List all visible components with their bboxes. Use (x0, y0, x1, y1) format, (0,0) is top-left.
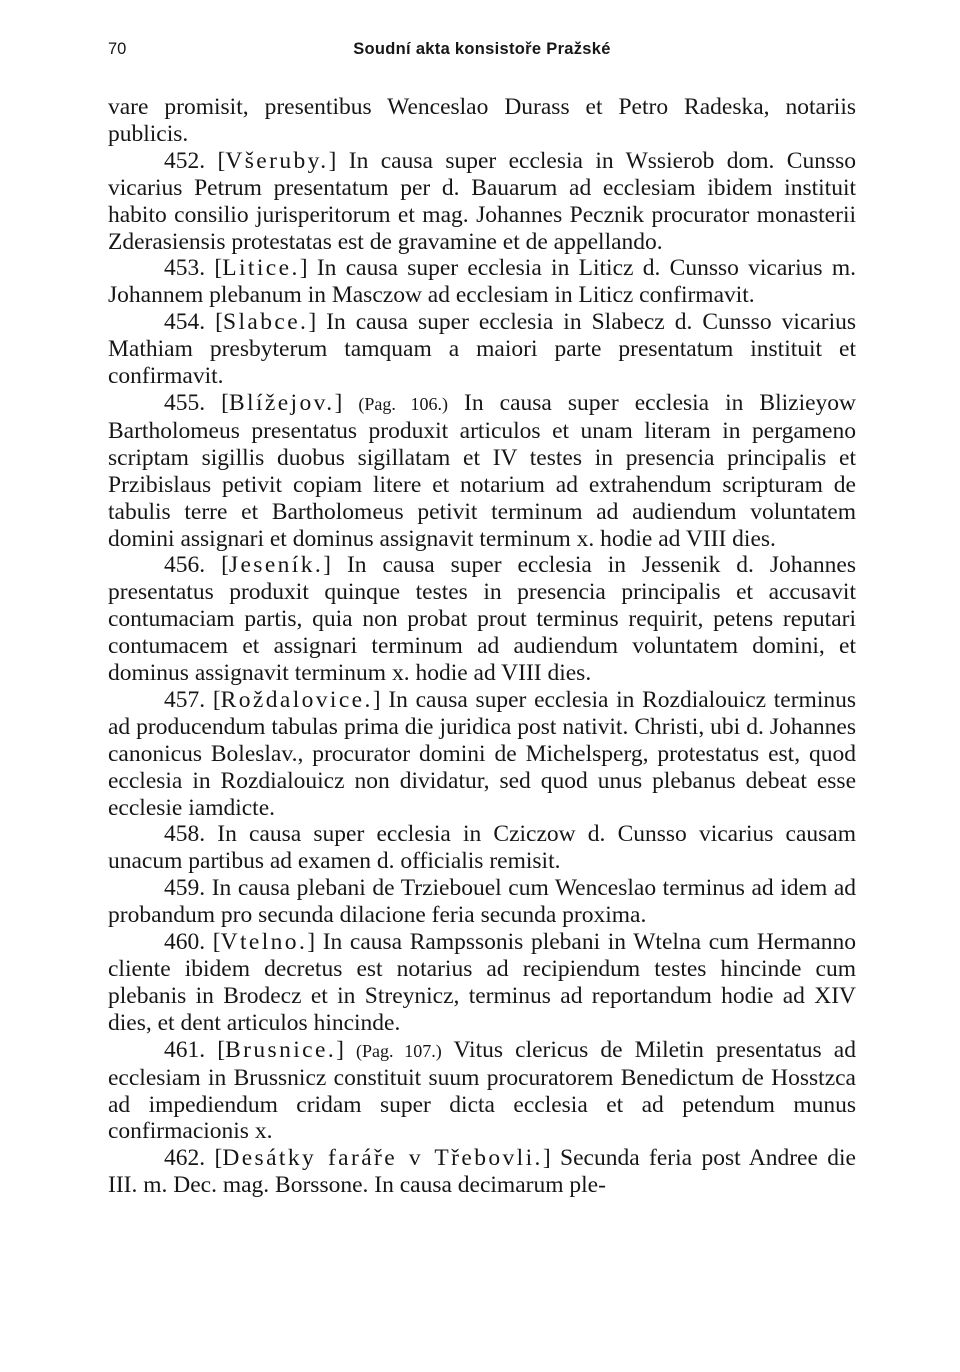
entry-number: 454. (164, 309, 206, 336)
entry-text: Secunda feria post Andree die III. m. Dec. mag. Borssone. In causa decimarum ple- (108, 1145, 856, 1199)
running-title: Soudní akta konsistoře Pražské (353, 40, 611, 58)
entry-453: 453. [Litice.] In causa super ecclesia in Liticz d. Cunsso vicarius m. Johannem plebanum in Masczow ad ecclesiam in Liticz confirmavit. (108, 255, 856, 309)
entry-457: 457. [Roždalovice.] In causa super ecclesia in Rozdialouicz terminus ad producendum tabulas prima die juridica post nativit. Christi, ubi d. Johannes canonicus Boleslav., procurator domini de Michelsperg, protestatus est, quod ecclesia in Rozdialouicz non dividatur, sed quod unus plebanus debeat esse ecclesie iamdicte. (108, 686, 857, 821)
entry-text: In causa super ecclesia in Cziczow d. Cunsso vicarius causam unacum partibus ad examen d. officialis remisit. (108, 821, 856, 875)
place-name: Desátky faráře v Třebovli. (222, 1145, 543, 1172)
place-name: Vtelno. (220, 929, 308, 956)
place-name: Roždalovice. (220, 686, 373, 713)
page-reference: (Pag. 107.) (356, 1040, 442, 1061)
entry-461: 461. [Brusnice.] (Pag. 107.) Vitus clericus de Miletin presentatus ad ecclesiam in Brussnicz constituit suum procuratorem Benedictum de Hosstzca ad impediendum cridam super dicta ecclesia et ad petendum munus confirmacionis x. (108, 1036, 856, 1145)
entry-452: 452. [Všeruby.] In causa super ecclesia in Wssierob dom. Cunsso vicarius Petrum presentatum per d. Bauarum ad ecclesiam ibidem instituit habito consilio jurisperitorum et mag. Johannes Pecznik procurator monasterii Zderasiensis protestatas est de gravamine et de appellando. (108, 147, 857, 255)
entry-number: 457. (164, 686, 206, 713)
entry-number: 461. (164, 1036, 206, 1063)
page-reference: (Pag. 106.) (358, 393, 449, 414)
entry-text: In causa super ecclesia in Liticz d. Cunsso vicarius m. Johannem plebanum in Masczow ad ecclesiam in Liticz confirmavit. (108, 255, 856, 309)
entry-text: In causa Rampssonis plebani in Wtelna cum Hermanno cliente ibidem decretus est notarius ad recipiendum testes hincinde cum plebanis in Brodecz et in Streynicz, terminus ad reportandum hodie ad XIV dies, et dent articulos hincinde. (108, 929, 857, 1036)
entry-text: In causa super ecclesia in Blizieyow Bartholomeus presentatus produxit articulos et unam literam in pergameno scriptam sigillis duobus sigillatam et IV testes in presencia principalis et Przibislaus petivit copiam litere et notarium ad extrahendum scripturam de tabulis terre et Bartholomeus petivit terminum ad audiendum voluntatem domini assignari et dominus assignavit terminum x. hodie ad VIII dies. (108, 389, 856, 552)
place-name: Jeseník. (228, 552, 324, 579)
place-name: Slabce. (222, 309, 309, 336)
entry-number: 455. (164, 389, 206, 416)
place-name: Blížejov. (228, 389, 335, 416)
entry-text: In causa super ecclesia in Jessenik d. Johannes presentatus produxit quinque testes in presencia principalis et accusavit contumaciam partis, quia non probat prout terminus requirit, petens reputari contumacem et assignari terminum ad audiendum voluntatem domini, et dominus assignavit terminum x. hodie ad VIII dies. (108, 552, 857, 687)
entry-number: 452. (164, 147, 206, 174)
entry-text: In causa super ecclesia in Rozdialouicz terminus ad producendum tabulas prima die juridica post nativit. Christi, ubi d. Johannes canonicus Boleslav., procurator domini de Michelsperg, protestatus est, quod ecclesia in Rozdialouicz non dividatur, sed quod unus plebanus debeat esse ecclesie iamdicte. (108, 686, 857, 821)
continuation-paragraph: vare promisit, presentibus Wenceslao Durass et Petro Radeska, notariis publicis. (108, 94, 856, 147)
entry-text: Vitus clericus de Miletin presentatus ad ecclesiam in Brussnicz constituit suum procuratorem Benedictum de Hosstzca ad impediendum cridam super dicta ecclesia et ad petendum munus confirmacionis x. (108, 1036, 856, 1145)
entry-number: 456. (164, 552, 206, 579)
entry-462: 462. [Desátky faráře v Třebovli.] Secunda feria post Andree die III. m. Dec. mag. Borssone. In causa decimarum ple- (108, 1145, 856, 1199)
running-header (108, 40, 856, 70)
body-text (108, 94, 856, 1199)
entry-number: 453. (164, 255, 206, 282)
entry-460: 460. [Vtelno.] In causa Rampssonis plebani in Wtelna cum Hermanno cliente ibidem decretus est notarius ad recipiendum testes hincinde cum plebanis in Brodecz et in Streynicz, terminus ad reportandum hodie ad XIV dies, et dent articulos hincinde. (108, 929, 857, 1036)
place-name: Litice. (222, 255, 300, 282)
entry-459 (108, 875, 856, 929)
entry-number: 460. (164, 929, 206, 956)
entry-text: In causa super ecclesia in Wssierob dom. Cunsso vicarius Petrum presentatum per d. Bauarum ad ecclesiam ibidem instituit habito consilio jurisperitorum et mag. Johannes Pecznik procurator monasterii Zderasiensis protestatas est de gravamine et de appellando. (108, 147, 857, 255)
entry-454: 454. [Slabce.] In causa super ecclesia in Slabecz d. Cunsso vicarius Mathiam presbyterum tamquam a maiori parte presentatum instituit et confirmavit. (108, 309, 856, 390)
entry-text: In causa super ecclesia in Slabecz d. Cunsso vicarius Mathiam presbyterum tamquam a maiori parte presentatum instituit et confirmavit. (108, 309, 856, 390)
entry-455: 455. [Blížejov.] (Pag. 106.) In causa super ecclesia in Blizieyow Bartholomeus presentatus produxit articulos et unam literam in pergameno scriptam sigillis duobus sigillatam et IV testes in presencia principalis et Przibislaus petivit copiam litere et notarium ad extrahendum scripturam de tabulis terre et Bartholomeus petivit terminum ad audiendum voluntatem domini assignari et dominus assignavit terminum x. hodie ad VIII dies. (108, 389, 856, 552)
entry-number: 459. (164, 875, 206, 902)
entry-text: In causa plebani de Trziebouel cum Wenceslao terminus ad idem ad probandum pro secunda dilacione feria secunda proxima. (108, 875, 857, 929)
page-number: 70 (108, 40, 127, 58)
entry-458 (108, 821, 856, 875)
entry-456: 456. [Jeseník.] In causa super ecclesia in Jessenik d. Johannes presentatus produxit quinque testes in presencia principalis et accusavit contumaciam partis, quia non probat prout terminus requirit, petens reputari contumacem et assignari terminum ad audiendum voluntatem domini, et dominus assignavit terminum x. hodie ad VIII dies. (108, 552, 857, 687)
entry-number: 462. (164, 1145, 206, 1172)
place-name: Brusnice. (225, 1036, 337, 1063)
place-name: Všeruby. (225, 147, 329, 174)
entry-number: 458. (164, 821, 206, 848)
